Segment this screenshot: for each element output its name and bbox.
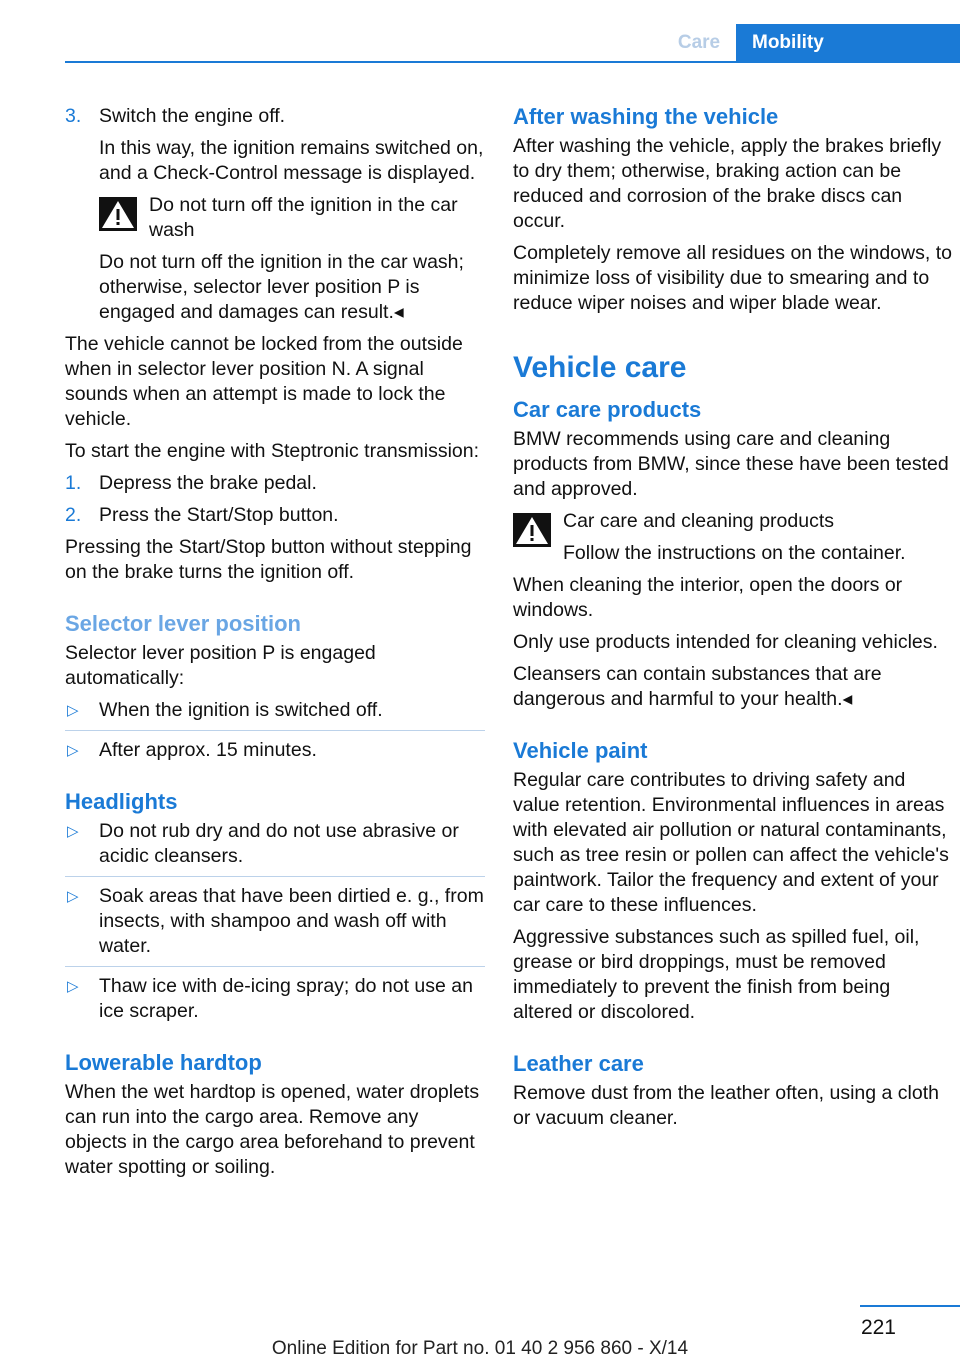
warning-icon — [513, 513, 551, 547]
footer-edition: Online Edition for Part no. 01 40 2 956 860 - X/14 — [271, 1338, 689, 1359]
tab-mobility[interactable]: Mobility — [736, 24, 960, 62]
warning-title: Do not turn off the ignition in the car wash — [149, 194, 458, 241]
list-item — [65, 698, 485, 723]
list-item — [65, 738, 485, 763]
products-p2: When cleaning the interior, open the doors or windows. — [513, 574, 903, 621]
after-washing-p1: After washing the vehicle, apply the brakes briefly to dry them; otherwise, braking action can be reduced and corrosion of the brake discs can occur. — [513, 135, 942, 232]
list-item-text: Do not rub dry and do not use abrasive or acidic cleansers. — [99, 820, 459, 867]
step-3-detail: In this way, the ignition remains switched on, and a Check-Control message is displayed. — [99, 137, 484, 184]
paragraph-lock: The vehicle cannot be locked from the outside when in selector lever position N. A signal sounds when an attempt is made to lock the vehicle. — [65, 333, 463, 430]
list-item — [65, 819, 485, 869]
tab-care[interactable]: Care — [677, 32, 721, 53]
list-item — [65, 884, 485, 959]
products-p1: BMW recommends using care and cleaning products from BMW, since these have been tested and approved. — [513, 428, 949, 500]
paragraph-press: Pressing the Start/Stop button without stepping on the brake turns the ignition off. — [65, 536, 472, 583]
paragraph-start: To start the engine with Steptronic transmission: — [65, 440, 480, 462]
products-p4: Cleansers can contain substances that are dangerous and harmful to your health.◂ — [513, 663, 882, 710]
footer-rule — [860, 1305, 960, 1307]
list-item-text: After approx. 15 minutes. — [99, 739, 317, 761]
warning-title: Car care and cleaning products — [563, 510, 834, 532]
heading-car-care-products: Car care products — [513, 397, 702, 422]
list-item-text: When the ignition is switched off. — [99, 699, 383, 721]
heading-lowerable-hardtop: Lowerable hardtop — [65, 1050, 262, 1075]
step-1 — [65, 471, 485, 496]
list-item-text: Thaw ice with de-icing spray; do not use an ice scraper. — [99, 975, 473, 1022]
products-p3: Only use products intended for cleaning vehicles. — [513, 631, 938, 653]
bullet-triangle-icon: ▷ — [67, 823, 79, 840]
step-number: 2. — [65, 504, 82, 526]
step-3 — [65, 104, 485, 129]
heading-selector-lever: Selector lever position — [65, 611, 301, 636]
step-text: Press the Start/Stop button. — [99, 504, 339, 526]
after-washing-p2: Completely remove all residues on the windows, to minimize loss of visibility due to smearing and to reduce wiper noises and wiper blade wear. — [513, 242, 952, 314]
bullet-triangle-icon: ▷ — [67, 978, 79, 995]
warning-icon — [99, 197, 137, 231]
heading-after-washing: After washing the vehicle — [513, 104, 779, 129]
step-text: Depress the brake pedal. — [99, 472, 317, 494]
warning-car-care-products — [513, 509, 953, 566]
bullet-triangle-icon: ▷ — [67, 742, 79, 759]
heading-headlights: Headlights — [65, 789, 178, 814]
header-rule — [65, 61, 960, 63]
step-2 — [65, 503, 485, 528]
bullet-triangle-icon: ▷ — [67, 702, 79, 719]
step-number: 3. — [65, 105, 82, 127]
heading-leather-care: Leather care — [513, 1051, 644, 1076]
step-text: Switch the engine off. — [99, 105, 286, 127]
warning-body: Follow the instructions on the container. — [563, 542, 906, 564]
step-number: 1. — [65, 472, 82, 494]
list-item — [65, 974, 485, 1024]
warning-body: Do not turn off the ignition in the car wash; otherwise, selector lever position P is engaged and damages can result.◂ — [99, 251, 464, 323]
left-column — [65, 104, 485, 1187]
leather-p1: Remove dust from the leather often, using a cloth or vacuum cleaner. — [513, 1082, 939, 1129]
heading-vehicle-care: Vehicle care — [513, 351, 687, 384]
list-item-text: Soak areas that have been dirtied e. g., from insects, with shampoo and wash off with water. — [99, 885, 484, 957]
heading-vehicle-paint: Vehicle paint — [513, 738, 648, 763]
paint-p2: Aggressive substances such as spilled fuel, oil, grease or bird droppings, must be removed immediately to prevent the finish from being altered or discolored. — [513, 926, 920, 1023]
bullet-triangle-icon: ▷ — [67, 888, 79, 905]
page-number: 221 — [860, 1316, 896, 1339]
hardtop-text: When the wet hardtop is opened, water droplets can run into the cargo area. Remove any objects in the cargo area beforehand to prevent water spotting or soiling. — [65, 1081, 480, 1178]
right-column — [513, 104, 953, 1138]
paint-p1: Regular care contributes to driving safety and value retention. Environmental influences in areas with elevated air pollution or natural contaminants, such as tree resin or pollen can affect the vehicle's paintwork. Tailor the frequency and extent of your car care to these influences. — [513, 769, 949, 916]
warning-car-wash — [99, 193, 485, 243]
selector-text: Selector lever position P is engaged automatically: — [65, 642, 376, 689]
